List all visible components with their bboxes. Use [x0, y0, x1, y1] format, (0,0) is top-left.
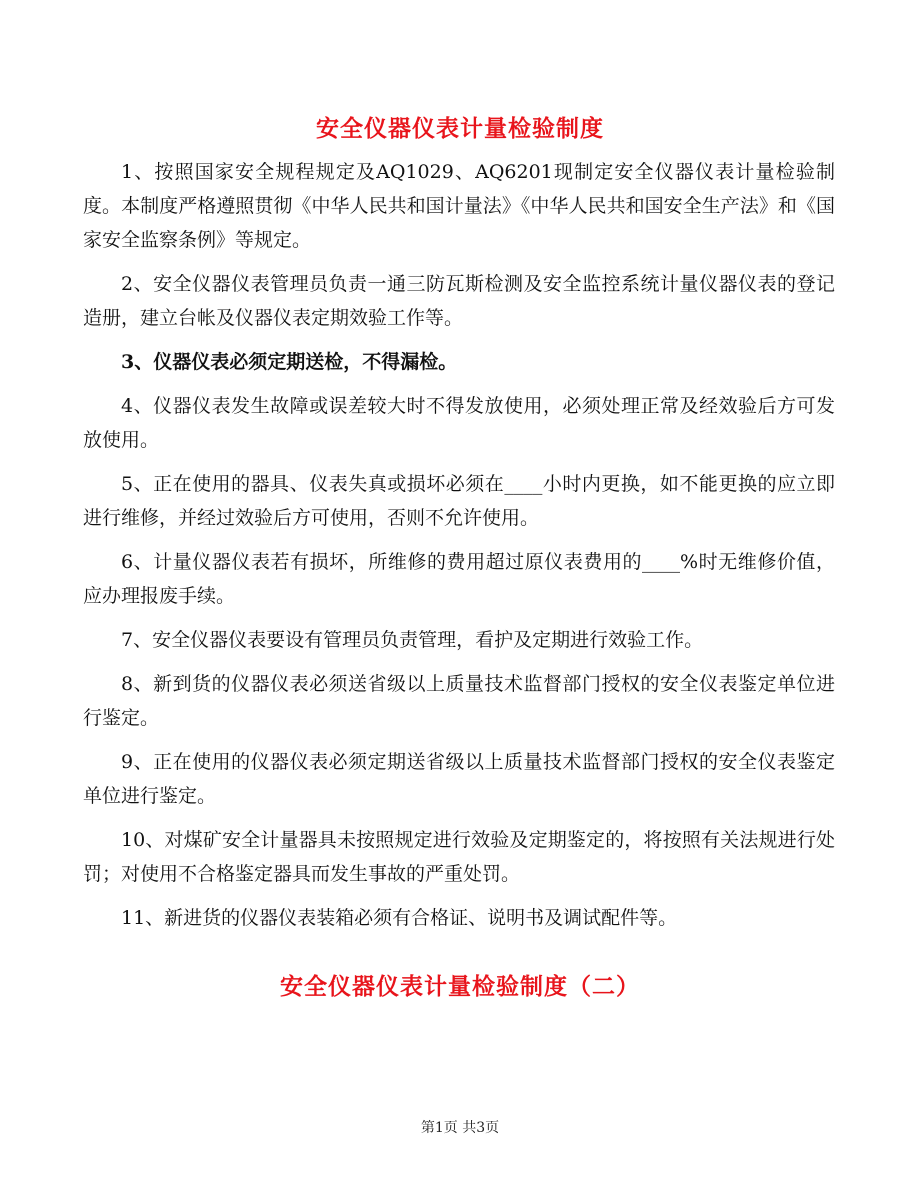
paragraph-7: 7、安全仪器仪表要设有管理员负责管理，看护及定期进行效验工作。: [121, 629, 704, 651]
next-section-title: 安全仪器仪表计量检验制度（二）: [280, 973, 640, 1000]
paragraph-1: 1、按照国家安全规程规定及AQ1029、AQ6201现制定安全仪器仪表计量检验制度。本制度严格遵照贯彻《中华人民共和国计量法》《中华人民共和国安全生产法》和《国家安全监察条例》等规定。: [83, 161, 835, 251]
document-title: 安全仪器仪表计量检验制度: [316, 115, 604, 142]
paragraph-3: 3、仪器仪表必须定期送检，不得漏检。: [121, 351, 458, 373]
paragraph-4: 4、仪器仪表发生故障或误差较大时不得发放使用，必须处理正常及经效验后方可发放使用。: [83, 395, 835, 451]
page-footer: 第1页 共3页: [420, 1120, 500, 1136]
paragraph-2: 2、安全仪器仪表管理员负责一通三防瓦斯检测及安全监控系统计量仪器仪表的登记造册，建立台帐及仪器仪表定期效验工作等。: [83, 273, 835, 329]
paragraph-6: 6、计量仪器仪表若有损坏，所维修的费用超过原仪表费用的____%时无维修价值，应办理报废手续。: [83, 551, 835, 607]
document-body: [83, 155, 835, 945]
paragraph-8: 8、新到货的仪器仪表必须送省级以上质量技术监督部门授权的安全仪表鉴定单位进行鉴定。: [83, 673, 835, 729]
paragraph-5: 5、正在使用的器具、仪表失真或损坏必须在____小时内更换，如不能更换的应立即进行维修，并经过效验后方可使用，否则不允许使用。: [83, 473, 835, 529]
paragraph-9: 9、正在使用的仪器仪表必须定期送省级以上质量技术监督部门授权的安全仪表鉴定单位进行鉴定。: [83, 751, 835, 807]
paragraph-10: 10、对煤矿安全计量器具未按照规定进行效验及定期鉴定的，将按照有关法规进行处罚；对使用不合格鉴定器具而发生事故的严重处罚。: [83, 829, 835, 885]
paragraph-11: 11、新进货的仪器仪表装箱必须有合格证、说明书及调试配件等。: [121, 907, 678, 929]
